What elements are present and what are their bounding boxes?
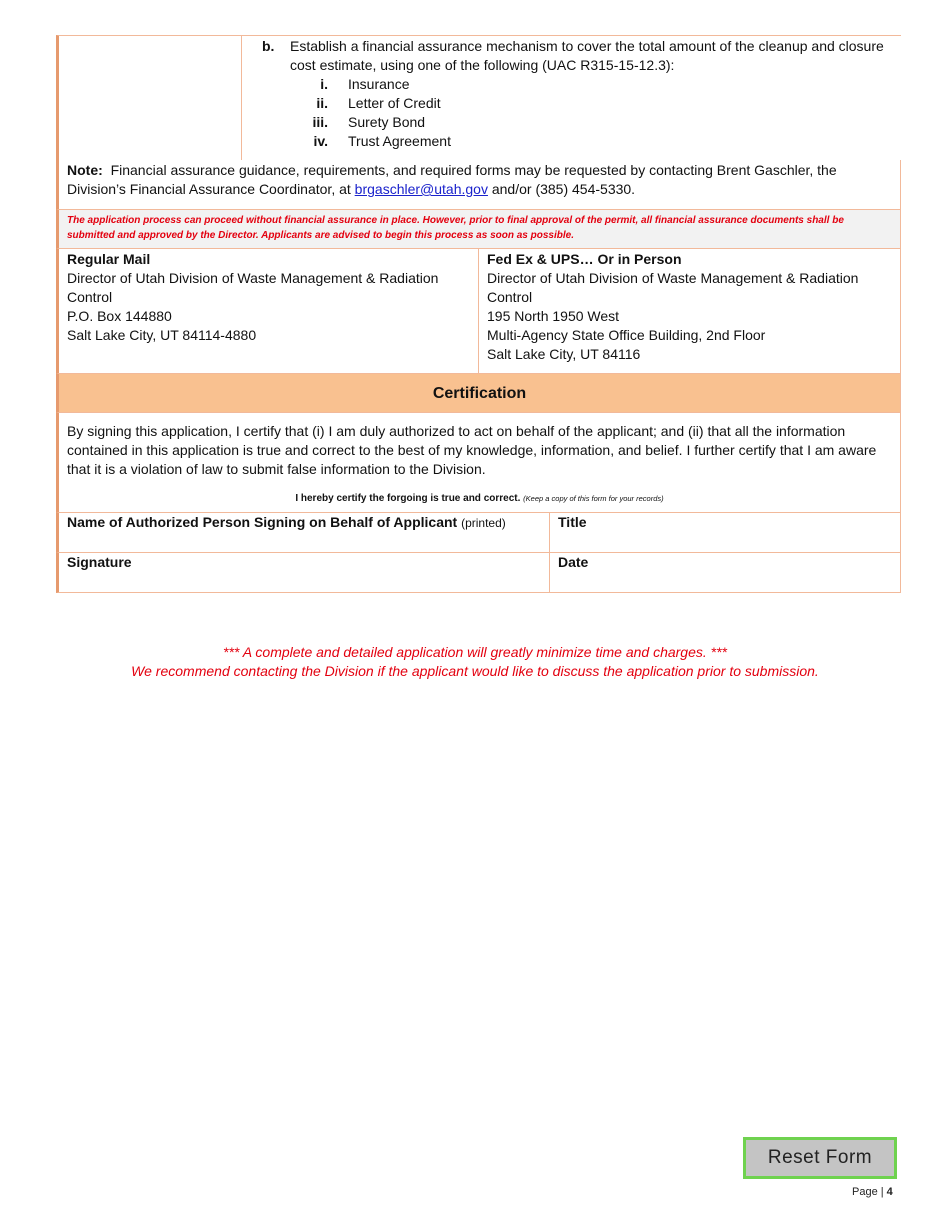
address-line: Salt Lake City, UT 84116 xyxy=(487,346,641,362)
certification-section xyxy=(56,413,901,513)
fedex-ups-address xyxy=(479,249,900,373)
signature-row-name-title xyxy=(56,513,901,553)
sub-item xyxy=(262,75,893,94)
authorized-person-name-field[interactable] xyxy=(59,513,550,552)
address-line: Salt Lake City, UT 84114-4880 xyxy=(67,327,257,343)
certification-heading: Certification xyxy=(56,374,901,413)
sub-item xyxy=(262,132,893,151)
note-label: Note: xyxy=(67,162,103,178)
list-item-b xyxy=(262,37,893,75)
list-item-b-label: b. xyxy=(262,38,275,54)
address-line: Director of Utah Division of Waste Management & Radiation Control xyxy=(487,270,859,305)
note-text: Financial assurance guidance, requirements, and required forms may be requested by contacting Brent Gaschler, the Division’s Financial Assurance Coordinator, at xyxy=(67,162,837,197)
footnote-line-2: We recommend contacting the Division if the applicant would like to discuss the application prior to submission. xyxy=(131,663,819,679)
authorized-person-label: Name of Authorized Person Signing on Behalf of Applicant xyxy=(67,514,458,530)
mailing-addresses-row xyxy=(56,249,901,374)
signature-field[interactable] xyxy=(59,553,550,592)
note-text-after: and/or (385) 454-5330. xyxy=(491,181,636,197)
sub-item-number: i. xyxy=(320,76,328,92)
sub-item-text: Insurance xyxy=(348,76,410,92)
signature-row-signature-date xyxy=(56,553,901,593)
title-label: Title xyxy=(558,514,587,530)
address-line: Multi-Agency State Office Building, 2nd Floor xyxy=(487,327,766,343)
sub-item xyxy=(262,113,893,132)
reset-form-button[interactable]: Reset Form xyxy=(743,1137,897,1179)
certification-statement: By signing this application, I certify that (i) I am duly authorized to act on behalf of the applicant; and (ii) that all the information contained in this application is true and correct to the best of my knowledge, information, and belief. I further certify that I am aware that it is a violation of law to submit false information to the Division. xyxy=(67,423,877,477)
list-content xyxy=(242,36,901,160)
page-number-value: 4 xyxy=(886,1186,893,1198)
regular-mail-heading: Regular Mail xyxy=(67,251,151,267)
certify-line xyxy=(67,479,892,512)
email-link[interactable]: brgaschler@utah.gov xyxy=(354,181,488,197)
address-line: Director of Utah Division of Waste Management & Radiation Control xyxy=(67,270,439,305)
sub-item xyxy=(262,94,893,113)
sub-item-number: ii. xyxy=(316,95,328,111)
printed-note: (printed) xyxy=(461,516,506,530)
sub-item-text: Trust Agreement xyxy=(348,133,451,149)
page-label: Page | xyxy=(852,1186,884,1198)
keep-copy-note: (Keep a copy of this form for your records) xyxy=(523,494,664,503)
list-item-b-text: Establish a financial assurance mechanism to cover the total amount of the cleanup and closure cost estimate, using one of the following (UAC R315-15-12.3): xyxy=(290,38,884,73)
page-number xyxy=(852,1186,893,1198)
sub-item-text: Surety Bond xyxy=(348,114,426,130)
sub-item-number: iv. xyxy=(313,133,328,149)
note-row xyxy=(56,160,901,210)
application-footnote xyxy=(0,643,950,681)
title-field[interactable] xyxy=(550,513,900,552)
address-line: 195 North 1950 West xyxy=(487,308,620,324)
certify-text: I hereby certify the forgoing is true and correct. xyxy=(295,493,521,504)
application-form xyxy=(56,35,901,593)
regular-mail-address xyxy=(59,249,479,373)
sub-item-text: Letter of Credit xyxy=(348,95,441,111)
fedex-ups-heading: Fed Ex & UPS… Or in Person xyxy=(487,251,682,267)
sub-item-number: iii. xyxy=(312,114,328,130)
address-line: P.O. Box 144880 xyxy=(67,308,172,324)
financial-assurance-list-row xyxy=(56,35,901,160)
footnote-line-1: *** A complete and detailed application will greatly minimize time and charges. *** xyxy=(223,644,727,660)
signature-label: Signature xyxy=(67,554,132,570)
date-field[interactable] xyxy=(550,553,900,592)
blank-cell xyxy=(59,36,242,160)
financial-assurance-warning: The application process can proceed without financial assurance in place. However, prior to final approval of the permit, all financial assurance documents shall be submitted and approved by the Director. Applicants are advised to begin this process as soon as possible. xyxy=(56,210,901,249)
date-label: Date xyxy=(558,554,589,570)
